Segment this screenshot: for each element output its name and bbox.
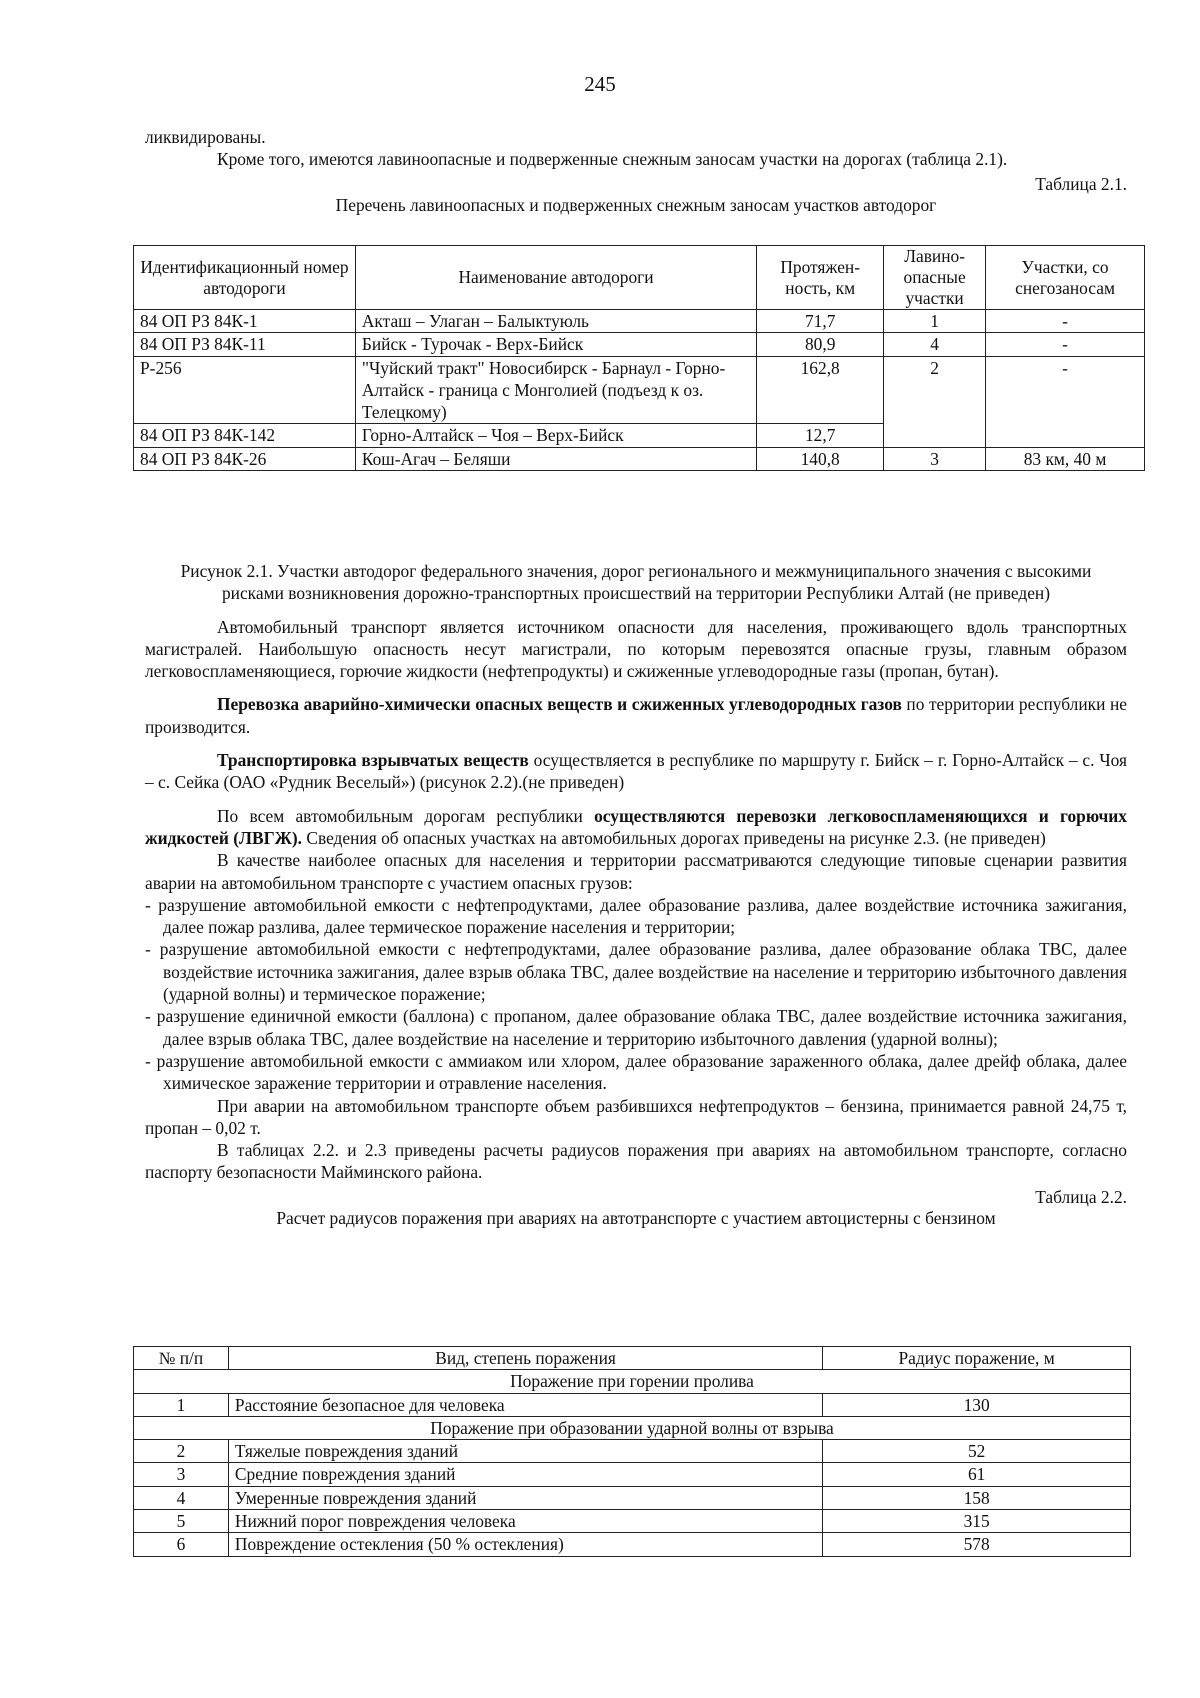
table-row <box>134 333 1145 356</box>
avalanche-roads-table <box>133 245 1145 471</box>
intro-block <box>145 126 1127 215</box>
table-row <box>134 1440 1131 1463</box>
road-name: Акташ – Улаган – Балыктуюль <box>355 310 756 333</box>
damage-kind: Средние повреждения зданий <box>228 1463 822 1486</box>
table1-label: Таблица 2.1. <box>1035 173 1127 194</box>
avalanche-count: 2 <box>884 356 986 447</box>
damage-radius: 52 <box>823 1440 1131 1463</box>
paragraph-lvgzh <box>145 805 1127 850</box>
avalanche-count: 1 <box>884 310 986 333</box>
bold-text: Перевозка аварийно-химически опасных веществ и сжиженных углеводородных газов <box>217 694 902 715</box>
avalanche-count: 3 <box>884 447 986 470</box>
scenario-item: - разрушение автомобильной емкости с аммиаком или хлором, далее образование зараженного облака, далее дрейф облака, далее химическое заражение территории и отравление населения. <box>145 1050 1127 1094</box>
row-number: 5 <box>134 1510 229 1533</box>
table-row <box>134 1393 1131 1416</box>
damage-radius: 315 <box>823 1510 1131 1533</box>
column-header: Протяжен-ность, км <box>757 246 884 310</box>
road-length: 80,9 <box>757 333 884 356</box>
damage-radius: 158 <box>823 1486 1131 1509</box>
road-length: 12,7 <box>757 424 884 447</box>
avalanche-count: 4 <box>884 333 986 356</box>
intro-line: ликвидированы. <box>145 127 266 147</box>
snow-sections: 83 км, 40 м <box>986 447 1145 470</box>
snow-sections: - <box>986 333 1145 356</box>
section-title: Поражение при горении пролива <box>134 1370 1131 1393</box>
column-header: Участки, со снегозаносам <box>986 246 1145 310</box>
road-id: 84 ОП РЗ 84К-11 <box>134 333 356 356</box>
scenario-item: - разрушение автомобильной емкости с нефтепродуктами, далее образование разлива, далее воздействие источника зажигания, далее пожар разлива, далее термическое поражение населения и территории; <box>145 894 1127 938</box>
row-number: 2 <box>134 1440 229 1463</box>
damage-kind: Умеренные повреждения зданий <box>228 1486 822 1509</box>
paragraph-transport: Автомобильный транспорт является источником опасности для населения, проживающего вдоль транспортных магистралей. Наибольшую опасность несут магистрали, по которым перевозятся опасные грузы, главным образом легковоспламеняющиеся, горючие жидкости (нефтепродукты) и сжиженные углеводородные газы (пропан, бутан). <box>145 616 1127 682</box>
regular-text: По всем автомобильным дорогам республики <box>217 805 595 826</box>
row-number: 1 <box>134 1393 229 1416</box>
damage-radius: 130 <box>823 1393 1131 1416</box>
figure-caption: Рисунок 2.1. Участки автодорог федерального значения, дорог регионального и межмуниципального значения с высокими рисками возникновения дорожно-транспортных происшествий на территории Республики Алтай (не приведен) <box>180 561 1092 604</box>
paragraph-explosives <box>145 749 1127 794</box>
regular-text: по территории республики не производится. <box>145 694 1127 737</box>
row-number: 3 <box>134 1463 229 1486</box>
snow-sections: - <box>986 356 1145 447</box>
column-header: Лавино-опасные участки <box>884 246 986 310</box>
table2-caption: Расчет радиусов поражения при авариях на автотранспорте с участием автоцистерны с бензином <box>276 1208 996 1229</box>
regular-text: осуществляется в республике по маршруту г. Бийск – г. Горно-Алтайск – с. Чоя – с. Сейка (ОАО «Рудник Веселый») (рисунок 2.2).(не приведен) <box>145 750 1127 793</box>
table-header-row <box>134 246 1145 310</box>
road-name: Кош-Агач – Беляши <box>355 447 756 470</box>
section-row <box>134 1416 1131 1439</box>
table-row <box>134 1486 1131 1509</box>
road-name: Бийск - Турочак - Верх-Бийск <box>355 333 756 356</box>
table-header-row <box>134 1347 1131 1370</box>
bold-text: осуществляются перевозки легковоспламеняющихся и горючих жидкостей (ЛВГЖ). <box>145 805 1128 848</box>
road-name: Горно-Алтайск – Чоя – Верх-Бийск <box>355 424 756 447</box>
column-header: Радиус поражение, м <box>823 1347 1131 1370</box>
table1-caption: Перечень лавиноопасных и подверженных снежным заносам участков автодорог <box>335 194 937 215</box>
table-row <box>134 1510 1131 1533</box>
road-length: 140,8 <box>757 447 884 470</box>
damage-radius-table <box>133 1346 1131 1557</box>
column-header: Идентификационный номер автодороги <box>134 246 356 310</box>
column-header: Наименование автодороги <box>355 246 756 310</box>
paragraph-volume: При аварии на автомобильном транспорте объем разбившихся нефтепродуктов – бензина, принимается равной 24,75 т, пропан – 0,02 т. <box>145 1095 1127 1138</box>
table-row <box>134 310 1145 333</box>
intro-paragraph: Кроме того, имеются лавиноопасные и подверженные снежным заносам участки на дорогах (таблица 2.1). <box>217 149 1008 170</box>
regular-text: Сведения об опасных участках на автомобильных дорогах приведены на рисунке 2.3. (не приведен) <box>302 827 1046 848</box>
column-header: Вид, степень поражения <box>228 1347 822 1370</box>
road-id: 84 ОП РЗ 84К-142 <box>134 424 356 447</box>
column-header: № п/п <box>134 1347 229 1370</box>
snow-sections: - <box>986 310 1145 333</box>
road-id: 84 ОП РЗ 84К-26 <box>134 447 356 470</box>
paragraph-chemicals <box>145 693 1127 738</box>
paragraph-scenarios: В качестве наиболее опасных для населения и территории рассматриваются следующие типовые сценарии развития аварии на автомобильном транспорте с участием опасных грузов: <box>145 850 1127 893</box>
damage-kind: Повреждение остекления (50 % остекления) <box>228 1533 822 1556</box>
damage-radius: 578 <box>823 1533 1131 1556</box>
body-text <box>145 560 1127 1228</box>
road-length: 71,7 <box>757 310 884 333</box>
page-number: 245 <box>584 72 616 96</box>
damage-kind: Тяжелые повреждения зданий <box>228 1440 822 1463</box>
road-id: 84 ОП РЗ 84К-1 <box>134 310 356 333</box>
scenario-item: - разрушение автомобильной емкости с нефтепродуктами, далее образование разлива, далее образование облака ТВС, далее воздействие источника зажигания, далее взрыв облака ТВС, далее воздействие на население и территорию избыточного давления (ударной волны) и термическое поражение; <box>145 939 1127 1005</box>
damage-kind: Нижний порог повреждения человека <box>228 1510 822 1533</box>
section-row <box>134 1370 1131 1393</box>
table-row <box>134 356 1145 424</box>
table-row <box>134 447 1145 470</box>
table2-label: Таблица 2.2. <box>1035 1186 1127 1207</box>
table-row <box>134 1463 1131 1486</box>
paragraph-tables: В таблицах 2.2. и 2.3 приведены расчеты радиусов поражения при авариях на автомобильном транспорте, согласно паспорту безопасности Майминского района. <box>145 1140 1127 1183</box>
row-number: 4 <box>134 1486 229 1509</box>
road-length: 162,8 <box>757 356 884 424</box>
scenario-item: - разрушение единичной емкости (баллона) с пропаном, далее образование облака ТВС, далее воздействие источника зажигания, далее взрыв облака ТВС, далее воздействие на население и территорию избыточного давления (ударной волны); <box>145 1006 1127 1049</box>
road-id: Р-256 <box>134 356 356 424</box>
bold-text: Транспортировка взрывчатых веществ <box>217 750 529 771</box>
damage-kind: Расстояние безопасное для человека <box>228 1393 822 1416</box>
row-number: 6 <box>134 1533 229 1556</box>
table-row <box>134 1533 1131 1556</box>
damage-radius: 61 <box>823 1463 1131 1486</box>
road-name: "Чуйский тракт" Новосибирск - Барнаул - Горно-Алтайск - граница с Монголией (подъезд к оз. Телецкому) <box>355 356 756 424</box>
section-title: Поражение при образовании ударной волны от взрыва <box>134 1416 1131 1439</box>
